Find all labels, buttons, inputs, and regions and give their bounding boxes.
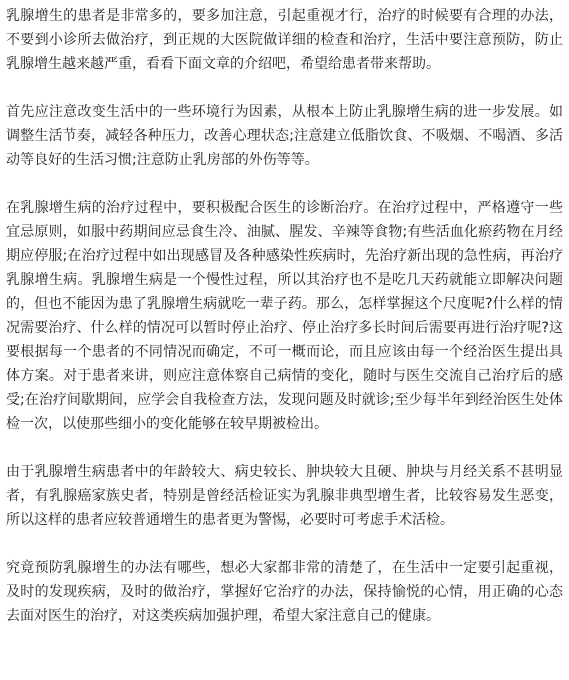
- treatment-paragraph: 在乳腺增生病的治疗过程中，要积极配合医生的诊断治疗。在治疗过程中，严格遵守一些宜忌原则，如服中药期间应忌食生冷、油腻、腥发、辛辣等食物;有些活血化瘀药物在月经期应停服;在治疗过程中如出现感冒及各种感染性疾病时，先治疗新出现的急性病，再治疗乳腺增生病。乳腺增生病是一个慢性过程，所以其治疗也不是吃几天药就能立即解决问题的，但也不能因为患了乳腺增生病就吃一辈子药。那么，怎样掌握这个尺度呢?什么样的情况需要治疗、什么样的情况可以暂时停止治疗、停止治疗多长时间后需要再进行治疗呢?这要根据每一个患者的不同情况而确定，不可一概而论，而且应该由每一个经治医生提出具体方案。对于患者来讲，则应注意体察自己病情的变化，随时与医生交流自己治疗后的感受;在治疗间歇期间，应学会自我检查方法，发现问题及时就诊;至少每半年到经治医生处体检一次，以使那些细小的变化能够在较早期被检出。: [6, 200, 563, 432]
- intro-paragraph: 乳腺增生的患者是非常多的，要多加注意，引起重视才行，治疗的时候要有合理的办法，不要到小诊所去做治疗，到正规的大医院做详细的检查和治疗，生活中要注意预防，防止乳腺增生越来越严重，看看下面文章的介绍吧，希望给患者带来帮助。: [6, 8, 563, 72]
- lifestyle-paragraph: 首先应注意改变生活中的一些环境行为因素，从根本上防止乳腺增生病的进一步发展。如调整生活节奏，减轻各种压力，改善心理状态;注意建立低脂饮食、不吸烟、不喝酒、多活动等良好的生活习惯;注意防止乳房部的外伤等等。: [6, 104, 563, 168]
- conclusion-paragraph: 究竟预防乳腺增生的办法有哪些，想必大家都非常的清楚了，在生活中一定要引起重视，及时的发现疾病，及时的做治疗，掌握好它治疗的办法，保持愉悦的心情，用正确的心态去面对医生的治疗，对这类疾病加强护理，希望大家注意自己的健康。: [6, 560, 563, 624]
- risk-paragraph: 由于乳腺增生病患者中的年龄较大、病史较长、肿块较大且硬、肿块与月经关系不甚明显者，有乳腺癌家族史者，特别是曾经活检证实为乳腺非典型增生者，比较容易发生恶变，所以这样的患者应较普通增生的患者更为警惕，必要时可考虑手术活检。: [6, 464, 563, 528]
